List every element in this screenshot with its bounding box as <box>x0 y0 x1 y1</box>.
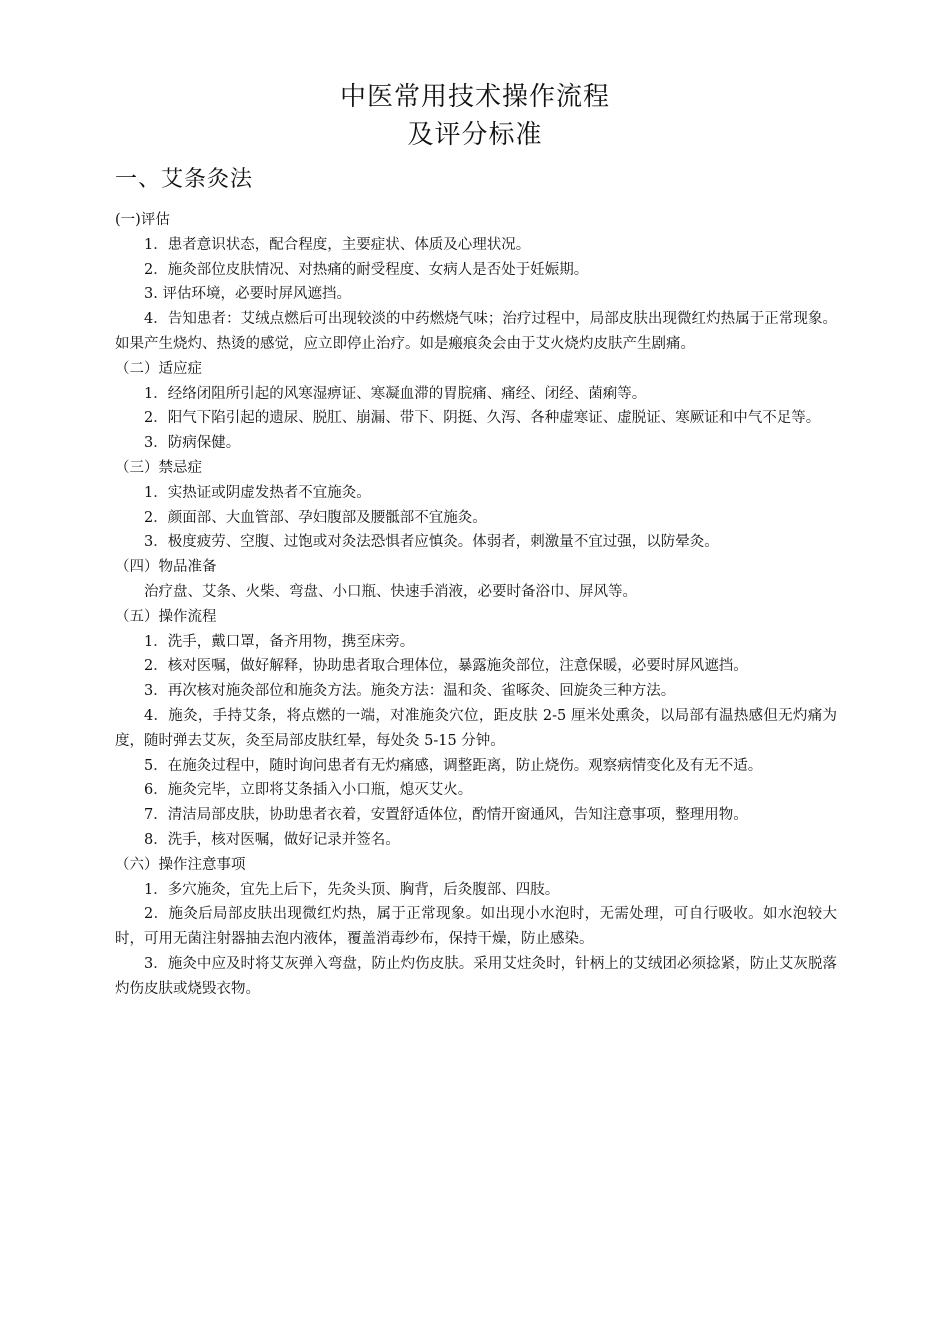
paragraph: 3．施灸中应及时将艾灰弹入弯盘，防止灼伤皮肤。采用艾炷灸时，针柄上的艾绒团必须捻紧，防止艾灰脱落灼伤皮肤或烧毁衣物。 <box>115 955 837 997</box>
paragraph: 4．告知患者：艾绒点燃后可出现较淡的中药燃烧气味；治疗过程中，局部皮肤出现微红灼热属于正常现象。如果产生烧灼、热烫的感觉，应立即停止治疗。如是瘢痕灸会由于艾火烧灼皮肤产生剧痛。 <box>115 311 837 352</box>
paragraph: 1．患者意识状态，配合程度，主要症状、体质及心理状况。 <box>144 236 531 253</box>
paragraph: 3．再次核对施灸部位和施灸方法。施灸方法：温和灸、雀啄灸、回旋灸三种方法。 <box>144 683 676 700</box>
subsection-heading-supplies: （四）物品准备 <box>115 559 217 576</box>
paragraph: 5．在施灸过程中，随时询问患者有无灼痛感，调整距离，防止烧伤。观察病情变化及有无不适。 <box>144 757 763 774</box>
paragraph: 3．防病保健。 <box>144 435 241 452</box>
paragraph: 2．阳气下陷引起的遗尿、脱肛、崩漏、带下、阴挺、久泻、各种虚寒证、虚脱证、寒厥证和中气不足等。 <box>144 410 821 427</box>
paragraph: 治疗盘、艾条、火柴、弯盘、小口瓶、快速手消液，必要时备浴巾、屏风等。 <box>144 583 637 600</box>
subsection-heading-assessment: (一)评估 <box>115 212 170 228</box>
paragraph: 3. 评估环境，必要时屏风遮挡。 <box>144 286 351 303</box>
document-title-line-1: 中医常用技术操作流程 <box>339 82 610 112</box>
document-body <box>115 208 837 1002</box>
subsection-heading-indications: （二）适应症 <box>115 360 202 377</box>
paragraph: 1．实热证或阴虚发热者不宜施灸。 <box>144 484 371 501</box>
paragraph: 4．施灸，手持艾条，将点燃的一端，对准施灸穴位，距皮肤 2-5 厘米处熏灸，以局部有温热感但无灼痛为度，随时弹去艾灰，灸至局部皮肤红晕，每处灸 5-15 分钟。 <box>115 707 837 749</box>
paragraph: 2．颜面部、大血管部、孕妇腹部及腰骶部不宜施灸。 <box>144 509 487 526</box>
paragraph: 1．多穴施灸，宜先上后下，先灸头顶、胸背，后灸腹部、四肢。 <box>144 881 560 898</box>
paragraph: 1．经络闭阻所引起的风寒湿痹证、寒凝血滞的胃脘痛、痛经、闭经、菌痢等。 <box>144 385 647 402</box>
paragraph: 1．洗手，戴口罩，备齐用物，携至床旁。 <box>144 633 415 650</box>
paragraph: 2．施灸后局部皮肤出现微红灼热，属于正常现象。如出现小水泡时，无需处理，可自行吸收。如水泡较大时，可用无菌注射器抽去泡内液体，覆盖消毒纱布，保持干燥，防止感染。 <box>115 906 837 948</box>
paragraph: 6．施灸完毕，立即将艾条插入小口瓶，熄灭艾火。 <box>144 782 473 799</box>
paragraph: 2．核对医嘱，做好解释，协助患者取合理体位，暴露施灸部位，注意保暖，必要时屏风遮挡。 <box>144 658 748 675</box>
subsection-heading-precautions: （六）操作注意事项 <box>115 856 246 873</box>
section-heading: 一、艾条灸法 <box>115 167 254 192</box>
document-title-line-2: 及评分标准 <box>407 120 543 150</box>
paragraph: 7．清洁局部皮肤，协助患者衣着，安置舒适体位，酌情开窗通风，告知注意事项，整理用物。 <box>144 807 748 824</box>
paragraph: 3．极度疲劳、空腹、过饱或对灸法恐惧者应慎灸。体弱者，刺激量不宜过强，以防晕灸。 <box>144 534 719 551</box>
paragraph: 8．洗手，核对医嘱，做好记录并签名。 <box>144 831 400 848</box>
subsection-heading-contraindications: （三）禁忌症 <box>115 459 202 476</box>
subsection-heading-procedure: （五）操作流程 <box>115 608 217 625</box>
paragraph: 2．施灸部位皮肤情况、对热痛的耐受程度、女病人是否处于妊娠期。 <box>144 261 589 278</box>
